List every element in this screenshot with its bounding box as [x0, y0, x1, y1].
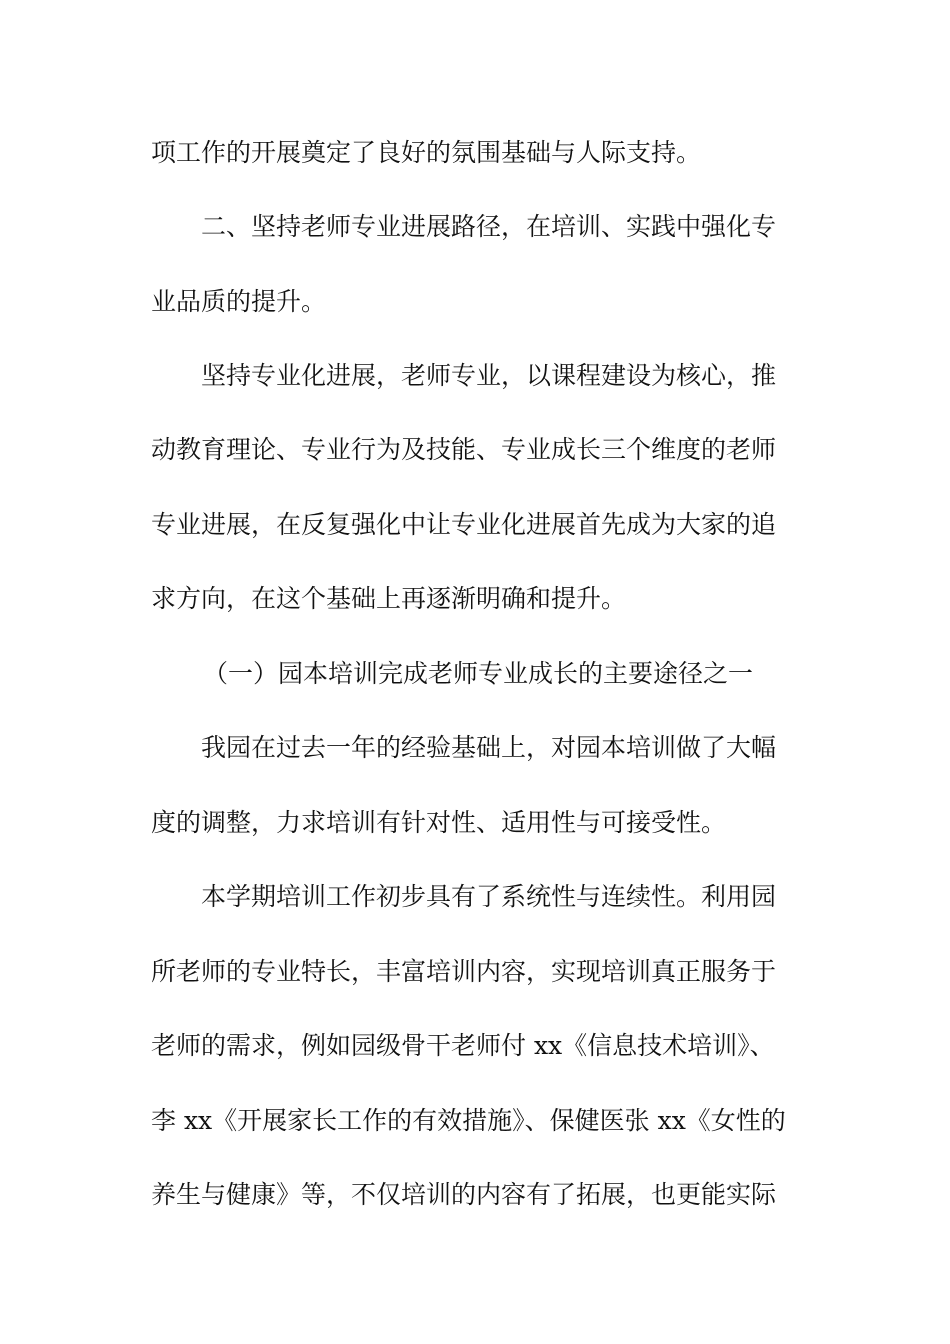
paragraph-line: 本学期培训工作初步具有了系统性与连续性。利用园	[201, 882, 777, 911]
paragraph-line: 动教育理论、专业行为及技能、专业成长三个维度的老师	[151, 435, 777, 464]
paragraph-line: 所老师的专业特长，丰富培训内容，实现培训真正服务于	[151, 957, 777, 986]
paragraph-line: 专业进展，在反复强化中让专业化进展首先成为大家的追	[151, 510, 777, 539]
paragraph-line: 李 xx《开展家长工作的有效措施》、保健医张 xx《女性的	[151, 1106, 786, 1135]
paragraph-line: 老师的需求，例如园级骨干老师付 xx《信息技术培训》、	[151, 1031, 775, 1060]
section-heading-line: 业品质的提升。	[151, 287, 327, 316]
subsection-heading: （一）园本培训完成老师专业成长的主要途径之一	[203, 659, 754, 688]
paragraph-line: 我园在过去一年的经验基础上，对园本培训做了大幅	[201, 733, 777, 762]
paragraph-line: 项工作的开展奠定了良好的氛围基础与人际支持。	[151, 138, 702, 167]
paragraph-line: 养生与健康》等，不仅培训的内容有了拓展，也更能实际	[151, 1180, 777, 1209]
section-heading-line: 二、坚持老师专业进展路径，在培训、实践中强化专	[201, 212, 777, 241]
paragraph-line: 坚持专业化进展，老师专业，以课程建设为核心，推	[201, 361, 777, 390]
paragraph-line: 度的调整，力求培训有针对性、适用性与可接受性。	[151, 808, 727, 837]
paragraph-line: 求方向，在这个基础上再逐渐明确和提升。	[151, 584, 627, 613]
